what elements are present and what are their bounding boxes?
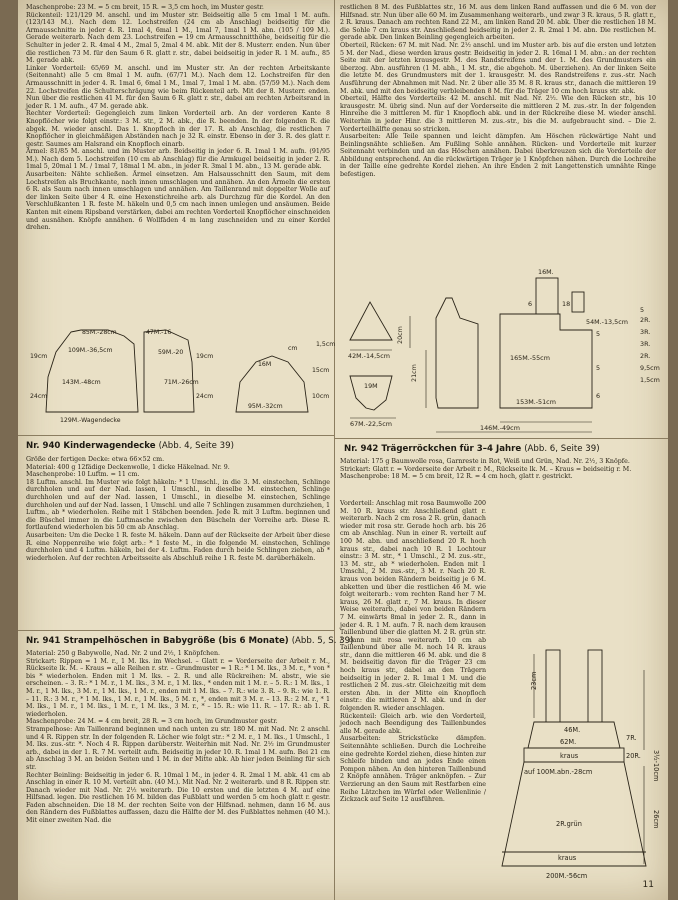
paragraph: 18 Luftm. anschl. Im Muster wie folgt häkeln: * 1 Umschl., in die 3. M. einstechen, Schlinge durchholen und auf der Nad. lassen, 1 Umschl., in dieselbe M. einstechen, Schlinge durchholen und auf der Nad. lassen, 1 Umschl., in dieselbe M. einstechen, Schlinge durchholen und auf der Nad. lassen, 1 Umschl. und alle 7 Schlingen zusammen durchziehen, 1 Luftm., ab * wiederholen. Reihe mit 1 Stäbchen beenden. Jede R. mit 3 Luftm. beginnen und die Büschel immer in die Luftmasche zwischen den Büscheln der Vorreihe arb. Diese R. fortlaufend wiederholen bis 50 cm ab Anschlag.: [26, 478, 330, 532]
diagram-label: 3½-10cm: [652, 750, 660, 782]
section-heading-941: [26, 636, 353, 646]
paragraph: Material: 175 g Baumwolle rosa, Garnreste in Rot, Weiß und Grün, Nad. Nr. 2½, 3 Knöpfe.: [340, 458, 630, 465]
diagram-label: 47M.-16: [146, 329, 172, 336]
back-piece-outline: [46, 330, 138, 412]
page-number: 11: [642, 880, 654, 890]
front-piece-outline: [144, 330, 194, 412]
diagram-label: 2R.: [640, 352, 651, 360]
diagram-label: 5: [640, 306, 645, 314]
diagram-label: 2R.: [640, 316, 651, 324]
section-title: Kinderwagendecke: [63, 441, 156, 451]
paragraph: Oberteil, Hälfte des Vorderteils: 42 M. anschl. mit Nad. Nr. 2½. Wie den Rücken str., bis 10 krausgestr. M. übrig sind. Nun auf der Vorderseite die mittleren 2 M. zus.-str. In der folgenden Hinreihe die 3 mittleren M. für 1 Knopfloch abk. und in der Rückreihe diese M. wieder anschl. Weiterhin in jeder Hinr. die 3 mittleren M. zus.-str., bis die M. aufgebraucht sind. – Die 2. Vorderteilhälfte genau so stricken.: [340, 95, 656, 133]
section-number: Nr. 940: [26, 441, 61, 451]
strap-outline: [572, 292, 584, 312]
diagram-label: kraus: [560, 752, 579, 760]
paragraph: Rechter Beinling: Beidseitig in jeder 6. R. 10mal 1 M., in jeder 4. R. 2mal 1 M. abk. 41 cm ab Anschlag in einer R. 10 M. verteilt abn. (40 M.). Mit Nad. Nr. 2 weiterarb. und 8 R. Rippen str. Danach wieder mit Nad. Nr. 2½ weiterarb. Die 10 ersten und die letzten 4 M. auf eine Hilfsnad. legen. Die restlichen 16 M. bilden das Fußblatt und werden 5 cm hoch glatt r. gestr. Faden abschneiden. Die 18 M. der rechten Seite von der Hilfsnad. nehmen, dann 16 M. aus den Rändern des Fußblattes auffassen, dazu die Hälfte der M. des Fußblattes nehmen (40 M.). Mit einer zweiten Nad. die: [26, 771, 330, 825]
paragraph: Ausarbeiten: Um die Decke 1 R. feste M. häkeln. Dann auf der Rückseite der Arbeit über diese R. eine Noppenreihe wie folgt arb.: * 1 feste M., in die folgende M. einstechen, Schlinge durchholen und 4 Luftm. häkeln, bei der 4. Luftm. Faden durch beide Schlingen ziehen, ab * wiederholen. Auf der rechten Arbeitsseite als Abschluß reihe 1 R. feste M. darüberhäkeln.: [26, 531, 330, 562]
section-text-940: [26, 456, 330, 562]
paragraph: Maschenprobe: 10 Luftm. = 11 cm.: [26, 471, 140, 479]
diagram-label: 16M.: [538, 268, 554, 276]
section-separator: [18, 435, 334, 436]
section-separator: [18, 630, 334, 631]
section-separator: [334, 438, 668, 439]
section-text-942-body: [340, 500, 486, 804]
pattern-diagram-jacket: [26, 322, 336, 430]
skirt-outline: [502, 762, 646, 866]
magazine-page: [18, 0, 668, 900]
paragraph: Rückenteil: Gleich arb. wie den Vorderteil, jedoch nach Beendigung des Taillenbundes alle M. gerade abk.: [340, 712, 486, 735]
diagram-label: 19M: [364, 382, 378, 390]
diagram-label: 153M.-51cm: [516, 398, 556, 406]
diagram-label: 20cm: [396, 326, 404, 344]
diagram-label: 67M.-22,5cm: [350, 420, 392, 428]
diagram-label: 24cm: [196, 393, 214, 400]
paragraph: restlichen 8 M. des Fußblattes str., 16 M. aus dem linken Rand auffassen und die 6 M. von der Hilfsnad. str. Nun über alle 60 M. im Zusammenhang weiterarb., und zwar 3 R. kraus, 5 R. glatt r., 2 R. kraus. Danach am rechten Rand 22 M., am linken Rand 20 M. abk. Über die restlichen 18 M. die Sohle 7 cm kraus str. Anschließend beidseitig in jeder 2. R. 2mal 1 M. abn. Die restlichen M. gerade abk. Den linken Beinling gegengleich arbeiten.: [340, 4, 656, 42]
diagram-label: 2R.grün: [556, 820, 582, 828]
paragraph: Rechter Vorderteil: Gegengleich zum linken Vorderteil arb. An der vorderen Kante 8 Knopflöcher wie folgt einstr.: 3 M. str., 2 M. abk., die R. beenden. In der folgenden R. die abgek. M. wieder anschl. Das 1. Knopfloch in der 17. R. ab Anschlag, die restlichen 7 Knopflöcher in gleichmäßigen Abständen nach je 32 R. einstr. Ebenso in der 3. R. des glatt r. gestr. Saumes am Halsrand ein Knopfloch einarb.: [26, 110, 330, 148]
section-ref: (Abb. 5, S. 39): [291, 636, 354, 646]
section-title: Strampelhöschen in Babygröße (bis 6 Monate): [63, 636, 289, 646]
diagram-label: 1,5cm: [316, 341, 336, 348]
diagram-label: 62M.: [560, 738, 577, 746]
diagram-label: 200M.-56cm: [546, 872, 588, 880]
diagram-label: 95M.-32cm: [248, 403, 283, 410]
diagram-label: 24cm: [30, 393, 48, 400]
diagram-label: 23cm: [530, 671, 538, 690]
diagram-label: kraus: [558, 854, 577, 862]
paragraph: Linker Vorderteil: 65/69 M. anschl. und im Muster str. An der rechten Arbeitskante (Seitennaht) alle 5 cm 8mal 1 M. aufn. (67/71 M.). Nach dem 12. Lochstreifen für den Armausschnitt in jeder 4. R. 1mal 6, 6mal 1 M., 1mal 7, 1mal 1 M. abn. (57/59 M.). Nach dem 22. Lochstreifen die Schulterschrägung wie beim Rückenteil arb. Mit der 8. Musterr. enden. Nun über die restlichen 41 M. für den Saum 6 R. glatt r. str., dabei am rechten Arbeitsrand in jeder R. 1 M. aufn., 47 M. gerade abk.: [26, 64, 330, 110]
diagram-label: 42M.-14,5cm: [348, 352, 390, 360]
section-heading-942: [344, 444, 600, 454]
paragraph: Strickart: Rippen = 1 M. r., 1 M. lks. im Wechsel. – Glatt r. = Vorderseite der Arbeit r. M., Rückseite lk. M. – Kraus = alle Reihen r. str. – Grundmuster = 1 R.: * 1 M. lks., 3 M. r., * von * bis * wiederholen. Enden mit 1 M. lks. – 2. R. und alle Rückreihen: M. abstr., wie sie erscheinen. – 3. R.: * 1 M. r., 1 M. lks., 3 M. r., 1 M. lks., * enden mit 1 M. r. – 5. R.: 1 M. lks., 1 M. r., 1 M. lks., 3 M. r., 1 M. lks., 1 M. r., enden mit 1 M. lks. – 7. R.: wie 3. R. – 9. R.: wie 1. R. – 11. R.: 3 M. r., * 1 M. lks., 1 M. r., 1 M. lks., 5 M. r., *, enden mit 3 M. r. – 13. R.: 2 M. r., * 1 M. lks., 1 M. r., 1 M. lks., 1 M. r., 1 M. lks., 3 M. r., * – 15. R.: wie 11. R. – 17. R.: ab 1. R. wiederholen.: [26, 657, 330, 718]
right-intro-text: [340, 4, 656, 179]
diagram-label: 3R.: [640, 340, 651, 348]
diagram-label: 15cm: [312, 367, 330, 374]
paragraph: Oberteil, Rücken: 67 M. mit Nad. Nr. 2½ anschl. und im Muster arb. bis auf die ersten und letzten 5 M. der Nad., diese werden kraus gestr. Beidseitig in jeder 2. R. 16mal 1 M. abn.: an der rechten Seite mit der letzten krausgestr. M. des Randstreifens und der 1. M. des Grundmusters ein überzog. Abn. ausführen (1 M. abh., 1 M. str., die abgehob. M. überziehen). An der linken Seite die letzte M. des Grundmusters mit der 1. krausgestr. M. des Randstreifens r. zus.-str. Nach Ausführung der Abnahmen mit Nad. Nr. 2 über alle 35 M. 8 R. kraus str., danach die mittleren 19 M. abk. und mit den beidseitig verbleibenden 8 M. für die Träger 10 cm hoch kraus str. abk.: [340, 41, 656, 95]
diagram-label: 7R.: [626, 734, 637, 742]
paragraph: Material: 250 g Babywolle, Nad. Nr. 2 und 2½, 1 Knöpfchen.: [26, 650, 221, 657]
paragraph: Vorderteil: Anschlag mit rosa Baumwolle 200 M. 10 R. kraus str. Anschließend glatt r. weiterarb. Nach 2 cm rosa 2 R. grün, danach wieder mit rosa str. Gerade hoch arb. bis 26 cm ab Anschlag. Nun in einer R. verteilt auf 100 M. abn. und anschließend 20 R. hoch kraus str., dabei nach 10 R. 1 Lochtour einstr.: 3 M. str., * 1 Umschl., 2 M. zus.-str., 13 M. str., ab * wiederholen. Enden mit 1 Umschl., 2 M. zus.-str., 3 M. r. Nach 20 R. kraus von beiden Rändern beidseitig je 6 M. abketten und über die restlichen 46 M. wie folgt weiterarb.: vom rechten Rand her 7 M. kraus, 26 M. glatt r., 7 M. kraus. In dieser Weise weiterarb., dabei von beiden Rändern 7 M. einwärts 8mal in jeder 2. R., dann in jeder 4. R. 1 M. aufn. 7 R. nach dem krausen Taillenbund über die glatten M. 2 R. grün str. / dann mit rosa weiterarb. 10 cm ab Taillenbund über alle M. noch 14 R. kraus str., dann die mittleren 46 M. abk. und die 8 M. beidseitig davon für die Träger 23 cm hoch kraus str., dabei an den Trägern beidseitig in jeder 2. R. 1mal 1 M. und die restlichen 2 M. zus.-str. Gleichzeitig mit dem ersten Abn. in der Mitte ein Knopfloch einstr.: die mittleren 2 M. abk. und in der folgenden R. wieder anschlagen.: [340, 500, 486, 713]
leg-outline: [436, 298, 478, 408]
paragraph: Rückenteil: 121/129 M. anschl. und im Muster str. Beidseitig alle 5 cm 1mal 1 M. aufn. (123/143 M.). Nach dem 12. Lochstreifen (24 cm ab Anschlag) beidseitig für die Armausschnitte in jeder 4. R. 1mal 4, 6mal 1 M., 1mal 7, 1mal 1 M. abn. (105 / 109 M.). Gerade weiterarb. Nach dem 23. Lochstreifen = 19 cm Armausschnitthöhe, beidseitig für die Schulter in jeder 2. R. 4mal 4 M., 2mal 5, 2mal 4 M. abk. Mit der 8. Musterr. enden. Nun über die restlichen 73 M. für den Saum 6 R. glatt r. str., dabei beidseitig in jeder R. 1 M. aufn., 85 M. gerade abk.: [26, 11, 330, 65]
section-title: Trägerröckchen für 3–4 Jahre: [381, 444, 522, 454]
paragraph: Größe der fertigen Decke: etwa 66×52 cm.: [26, 456, 165, 463]
diagram-label: 109M.-36,5cm: [68, 347, 113, 354]
bib-front-outline: [350, 302, 392, 340]
diagram-label: 85M.-28cm: [82, 329, 117, 336]
diagram-label: 6: [596, 392, 601, 400]
diagram-label: 19cm: [30, 353, 48, 360]
paragraph: Ausarbeiten: Nähte schließen. Ärmel einsetzen. Am Halsausschnitt den Saum, mit dem Lochstreifen als Bruchkante, nach innen umschlagen und annähen. An den Ärmeln die ersten 6 R. als Saum nach innen umschlagen und annähen. Am Taillenrand mit doppelter Wolle auf der linken Seite über 4 R. eine Hexenstichreihe arb. als Durchzug für die Kordel. An den Verschlußkanten 1 R. feste M. häkeln und 0,5 cm nach innen umlegen und ansäumen. Beide Kanten mit einem Ripsband verstärken, dabei am rechten Vorderteil Knopflöcher einschneiden und ausnähen. Knöpfe annähen. 6 Wollfäden 4 m lang zuschneiden und zu einer Kordel drehen.: [26, 171, 331, 232]
strap-left-outline: [546, 650, 560, 722]
paragraph: Ärmel: 81/85 M. anschl. und im Muster arb. Beidseitig in jeder 6. R. 1mal 1 M. aufn. (91/95 M.). Nach dem 5. Lochstreifen (10 cm ab Anschlag) für die Armkugel beidseitig in jeder 2. R. 1mal 5, 20mal 1 M. / 1mal 7, 18mal 1 M. abn., in jeder R. 3mal 1 M. abn., 13 M. gerade abk.: [26, 148, 330, 171]
diagram-label: 46M.: [564, 726, 581, 734]
section-text-942-top: [340, 458, 656, 481]
diagram-label: 9,5cm: [640, 364, 660, 372]
paragraph: Maschenprobe: 23 M. = 5 cm breit, 15 R. = 3,5 cm hoch, im Muster gestr.: [26, 4, 264, 11]
diagram-label: 16M: [258, 361, 272, 368]
paragraph: Ausarbeiten: Alle Teile spannen und leicht dämpfen. Am Höschen rückwärtige Naht und Beinlingsnähte schließen. Am Fußling Sohle annähen. Rücken- und Vorderteile mit kurzer Seitennaht verbinden und an das Höschen annähen. Dabei überkreuzen sich die Vorderteile der Abbildung entsprechend. An die rückwärtigen Träger je 1 Knöpfchen nähen. Durch die Lochreihe in der Taille eine gedrehte Kordel ziehen. An ihre Enden 2 mit Langettenstich umnähte Ringe befestigen.: [340, 133, 656, 179]
paragraph: Maschenprobe: 24 M. = 4 cm breit, 28 R. = 3 cm hoch, im Grundmuster gestr.: [26, 718, 278, 726]
section-ref: (Abb. 4, Seite 39): [158, 441, 234, 451]
diagram-label: cm: [288, 345, 298, 352]
diagram-label: 26cm: [652, 810, 660, 829]
section-number: Nr. 941: [26, 636, 61, 646]
diagram-label: 165M.-55cm: [510, 354, 550, 362]
section-ref: (Abb. 6, Seite 39): [524, 444, 600, 454]
diagram-label: 10cm: [312, 393, 330, 400]
section-number: Nr. 942: [344, 444, 379, 454]
diagram-label: 5: [596, 330, 601, 338]
left-intro-text: [26, 4, 330, 232]
diagram-label: 71M.-26cm: [164, 379, 199, 386]
diagram-label: 18: [562, 300, 571, 308]
diagram-label: 59M.-20: [158, 349, 184, 356]
diagram-label: 21cm: [410, 364, 418, 382]
diagram-label: 129M.-Wagendecke: [60, 417, 121, 424]
foot-outline: [536, 278, 558, 314]
diagram-label: 143M.-48cm: [62, 379, 101, 386]
paragraph: Material: 400 g 12fädige Deckenwolle, 1 dicke Häkelnad. Nr. 9.: [26, 463, 230, 471]
diagram-label: 5: [596, 364, 601, 372]
column-divider: [334, 0, 335, 900]
diagram-label: 3R.: [640, 328, 651, 336]
section-heading-940: [26, 441, 234, 451]
diagram-label: 54M.-13,5cm: [586, 318, 628, 326]
paragraph: Maschenprobe: 18 M. = 5 cm breit, 12 R. = 4 cm hoch, glatt r. gestrickt.: [340, 473, 573, 481]
pattern-diagram-dress: [494, 640, 664, 890]
diagram-label: auf 100M.abn.-28cm: [524, 768, 593, 776]
diagram-label: 146M.-49cm: [480, 424, 520, 432]
paragraph: Ausarbeiten: Strickstücke dämpfen. Seitennähte schließen. Durch die Lochreihe eine gedrehte Kordel ziehen, diese hinten zur Schleife binden und an jedes Ende einen Pompon nähen. An den hinteren Taillenbund 2 Knöpfe annähen. Träger anknöpfen. – Zur Verzierung an den Saum mit Restfarben eine Reihe Lätzchen im Würfel oder Wellenlinie / Zickzack auf Seite 12 ausführen.: [340, 735, 486, 804]
pattern-diagram-romper: [340, 258, 660, 438]
diagram-label: 6: [528, 300, 533, 308]
diagram-label: 19cm: [196, 353, 214, 360]
section-text-941: [26, 650, 330, 825]
paragraph: Strickart: Glatt r. = Vorderseite der Arbeit r. M., Rückseite lk. M. – Kraus = beidseitig r. M.: [340, 465, 632, 473]
diagram-label: 1,5cm: [640, 376, 660, 384]
strap-right-outline: [588, 650, 602, 722]
paragraph: Strampelhose: Am Taillenrand beginnen und nach unten zu str. 180 M. mit Nad. Nr. 2 anschl. und 4 R. Rippen str. In der folgenden R. Löcher wie folgt str.: * 2 M. r., 1 M. lks., 1 Umschl., 1 M. lks. zus.-str. *. Noch 4 R. Rippen darüberstr. Weiterhin mit Nad. Nr. 2½ im Grundmuster arb., dabei in der 1. R. 7 M. verteilt aufn. Beidseitig in jeder 10. R. 1mal 1 M. aufn. Bei 21 cm ab Anschlag 3 M. an beiden Seiten und 1 M. in der Mitte abk. Ab hier jeden Beinling für sich str.: [26, 725, 330, 771]
diagram-label: 20R.: [626, 752, 641, 760]
